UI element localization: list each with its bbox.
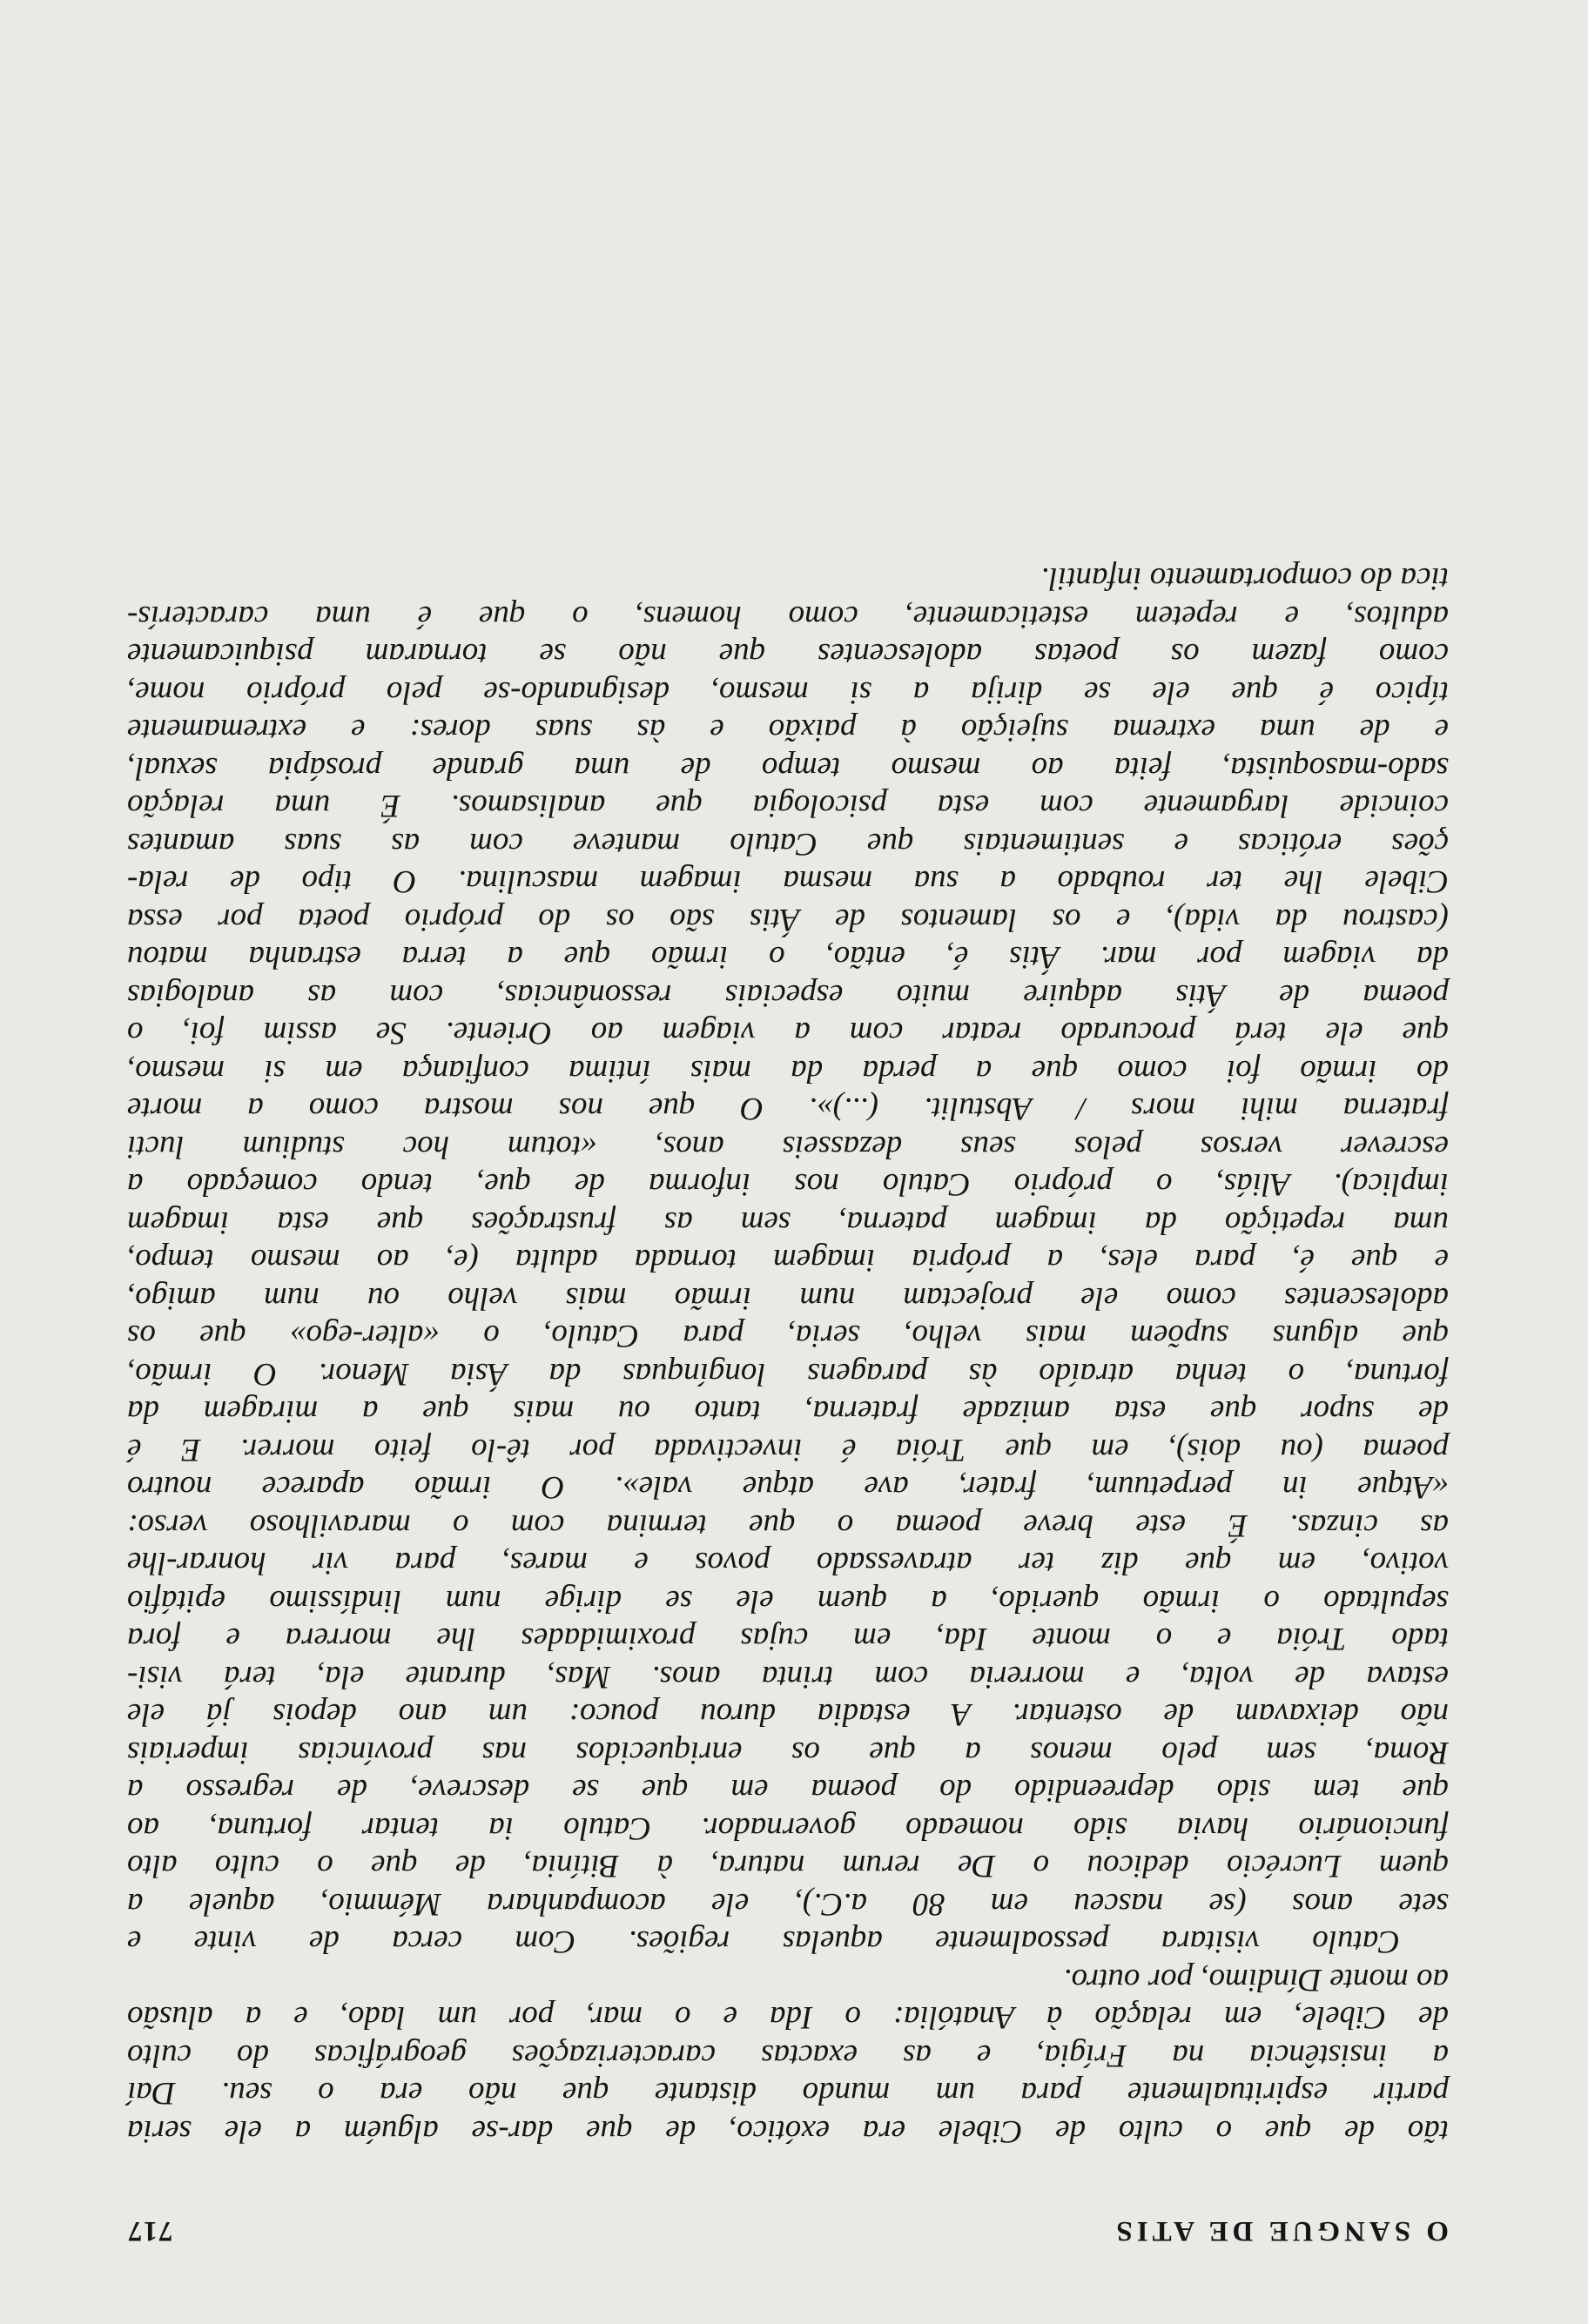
text-line: tica do comportamento infantil. [1040, 561, 1449, 597]
running-title: O SANGUE DE ATIS [1112, 2215, 1449, 2247]
text-line: que alguns supõem mais velho, seria, para Catulo, o «alter-ego» que os [127, 1318, 1449, 1354]
text-line: votivo, em que diz ter atravessado povos e mares, para vir honrar-lhe [127, 1545, 1449, 1582]
text-line: funcionário havia sido nomeado governador. Catulo ia tentar fortuna, ao [127, 1810, 1449, 1846]
text-line: sado-masoquista, feita ao mesmo tempo de uma grande prosápia sexual, [127, 750, 1449, 786]
text-line: da viagem por mar. Átis é, então, o irmão que a terra estranha matou [127, 939, 1449, 976]
text-line: adolescentes como ele projectam num irmão mais velho ou num amigo, [127, 1280, 1449, 1316]
text-line: ao monte Díndimo, por outro. [1063, 1962, 1449, 1998]
text-line: e que é, para eles, a própria imagem tornada adulta (e, ao mesmo tempo, [127, 1242, 1449, 1279]
text-line: típico é que ele se dirija a si mesmo, designando-se pelo próprio nome, [127, 675, 1449, 710]
text-line: coincide largamente com esta psicologia que analisamos. É uma relação [127, 788, 1449, 824]
text-line: do irmão foi como que a perda da mais íntima confiança em si mesmo, [127, 1053, 1449, 1089]
text-line: Cibele lhe ter roubado a sua mesma imagem masculina. O tipo de rela- [127, 863, 1449, 900]
text-line: poema (ou dois), em que Tróia é invectivada por tê-lo feito morrer. E é [127, 1432, 1449, 1468]
text-line: sepultado o irmão querido, a quem ele se dirige num lindíssimo epitáfio [127, 1583, 1449, 1619]
text-line: sete anos (se nasceu em 80 a.C.), ele acompanhara Mémmio, aquele a [127, 1886, 1449, 1922]
text-line: uma repetição da imagem paterna, sem as frustrações que esta imagem [127, 1205, 1449, 1240]
text-line: não deixavam de ostentar. A estadia durou pouco: um ano depois já ele [127, 1696, 1449, 1733]
text-line: que tem sido depreendido do poema em que se descreve, de regresso a [127, 1772, 1449, 1809]
text-line: estava de volta, e morreria com trinta anos. Mas, durante ela, terá visi- [127, 1659, 1449, 1695]
text-line: escrever versos pelos seus dezasseis anos, «totum hoc studium lucti [127, 1129, 1449, 1165]
text-line: fortuna, o tenha atraído às paragens longínquas da Ásia Menor. O irmão, [127, 1356, 1449, 1392]
text-line: tão de que o culto de Cibele era exótico, de que dar-se alguém a ele seria [127, 2113, 1449, 2149]
text-line: tado Tróia e o monte Ida, em cujas proximidades lhe morrera e fora [127, 1621, 1449, 1657]
running-head [127, 2197, 1449, 2249]
text-line: fraterna mihi mors / Abstulit. (...)». O que nos mostra como a morte [127, 1091, 1449, 1127]
text-line: quem Lucrécio dedicou o De rerum natura, à Bitínia, de que o culto alto [127, 1848, 1449, 1884]
text-line: e de uma extrema sujeição à paixão e às suas dores: e extremamente [127, 712, 1449, 749]
text-line: Catulo visitara pessoalmente aquelas regiões. Com cerca de vinte e [127, 1924, 1400, 1960]
text-line: adultos, e repetem esteticamente, como homens, o que é uma caracterís- [127, 599, 1449, 635]
text-line: Roma, sem pelo menos a que os enriquecidos nas províncias imperiais [127, 1735, 1449, 1770]
text-line: (castrou da vida), e os lamentos de Átis são os do próprio poeta por essa [127, 902, 1449, 937]
text-line: que ele terá procurado reatar com a viagem ao Oriente. Se assim foi, o [127, 1015, 1449, 1051]
text-line: de supor que esta amizade fraterna, tanto ou mais que a miragem da [127, 1394, 1449, 1430]
text-line: poema de Átis adquire muito especiais ressonâncias, com as analogias [127, 977, 1449, 1013]
text-line: como fazem os poetas adolescentes que não se tornaram psiquicamente [127, 636, 1449, 673]
text-line: «Atque in perpetuum, frater, ave atque vale». O irmão aparece noutro [127, 1469, 1449, 1506]
book-page [127, 560, 1449, 2249]
text-line: partir espiritualmente para um mundo distante que não era o seu. Daí [127, 2075, 1449, 2112]
text-line: de Cibele, em relação à Anatólia: o Ida e o mar, por um lado, e a alusão [127, 1999, 1449, 2036]
body-text [127, 560, 1449, 2150]
text-line: as cinzas. É este breve poema o que termina com o maravilhoso verso: [127, 1508, 1449, 1543]
text-line: ções eróticas e sentimentais que Catulo manteve com as suas amantes [127, 826, 1449, 862]
text-line: implica). Aliás, o próprio Catulo nos informa de que, tendo começado a [127, 1166, 1449, 1203]
page-number: 717 [127, 2215, 173, 2247]
text-line: a insistência na Frígia, e as exactas caracterizações geográficas do culto [127, 2038, 1449, 2073]
